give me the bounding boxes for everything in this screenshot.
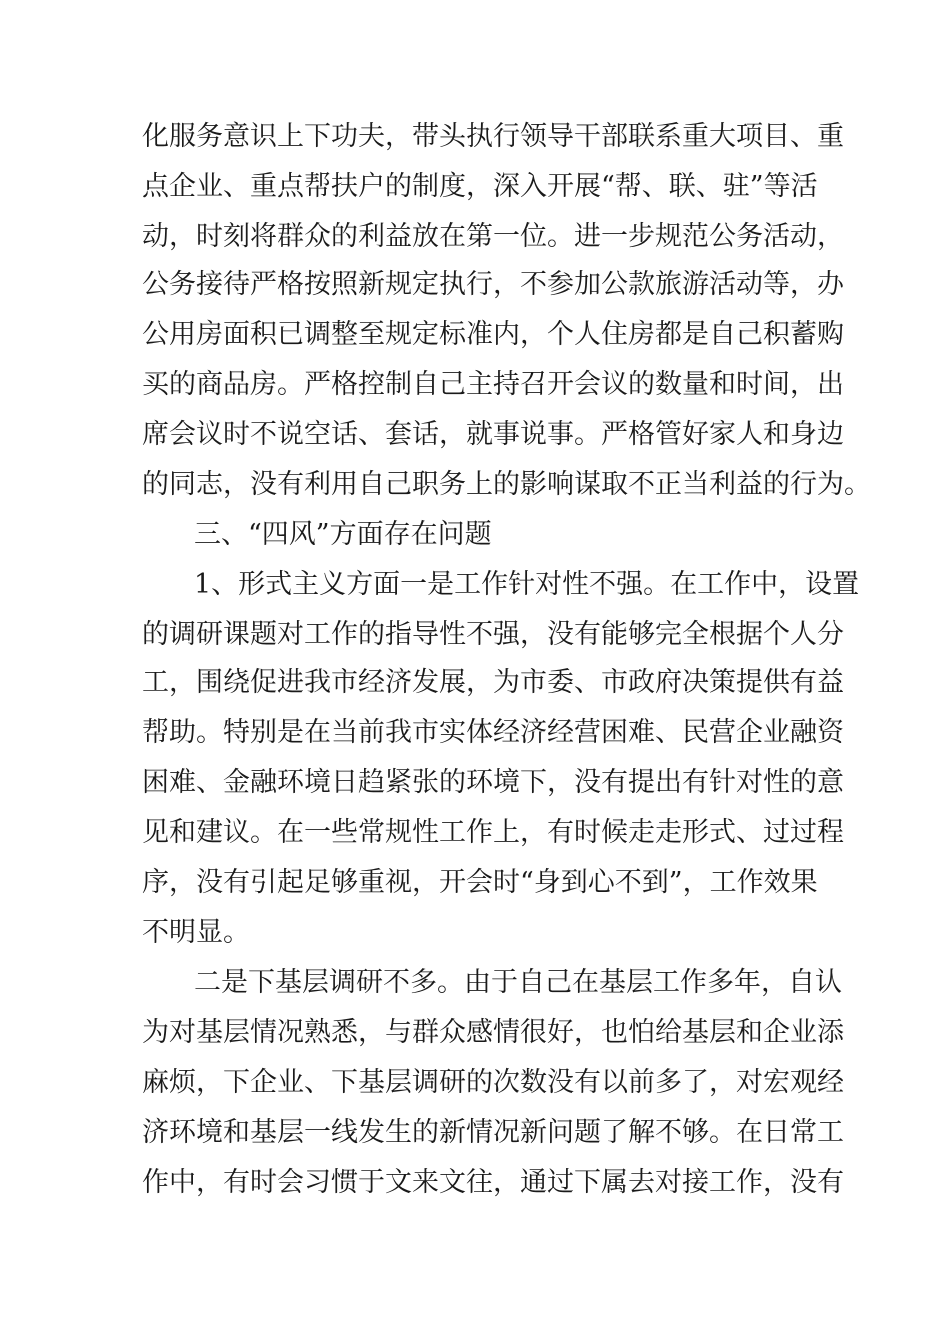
paragraph-line: 不明显。 [142,917,250,948]
paragraph-line: 二是下基层调研不多。由于自己在基层工作多年，自认 [194,967,842,998]
paragraph-line: 帮助。特别是在当前我市实体经济经营困难、民营企业融资 [142,717,844,748]
paragraph-line: 公务接待严格按照新规定执行，不参加公款旅游活动等，办 [142,269,844,300]
paragraph-line: 的调研课题对工作的指导性不强，没有能够完全根据个人分 [142,619,844,650]
paragraph-line: 工，围绕促进我市经济发展，为市委、市政府决策提供有益 [142,667,844,698]
paragraph-line: 序，没有引起足够重视，开会时“身到心不到”，工作效果 [142,867,818,898]
paragraph-line: 公用房面积已调整至规定标准内，个人住房都是自己积蓄购 [142,319,844,350]
paragraph-line: 困难、金融环境日趋紧张的环境下，没有提出有针对性的意 [142,767,844,798]
paragraph-line: 点企业、重点帮扶户的制度，深入开展“帮、联、驻”等活 [142,171,818,202]
paragraph-line: 化服务意识上下功夫，带头执行领导干部联系重大项目、重 [142,121,844,152]
paragraph-line: 为对基层情况熟悉，与群众感情很好，也怕给基层和企业添 [142,1017,844,1048]
paragraph-line: 买的商品房。严格控制自己主持召开会议的数量和时间，出 [142,369,844,400]
paragraph-line: 作中，有时会习惯于文来文往，通过下属去对接工作，没有 [142,1167,844,1198]
section-heading: 三、“四风”方面存在问题 [194,519,492,550]
paragraph-line: 的同志，没有利用自己职务上的影响谋取不正当利益的行为。 [142,469,871,500]
paragraph-line: 1、形式主义方面一是工作针对性不强。在工作中，设置 [194,569,860,600]
paragraph-line: 见和建议。在一些常规性工作上，有时候走走形式、过过程 [142,817,844,848]
paragraph-line: 席会议时不说空话、套话，就事说事。严格管好家人和身边 [142,419,844,450]
paragraph-line: 动，时刻将群众的利益放在第一位。进一步规范公务活动， [142,221,844,252]
paragraph-line: 麻烦，下企业、下基层调研的次数没有以前多了，对宏观经 [142,1067,844,1098]
paragraph-line: 济环境和基层一线发生的新情况新问题了解不够。在日常工 [142,1117,844,1148]
